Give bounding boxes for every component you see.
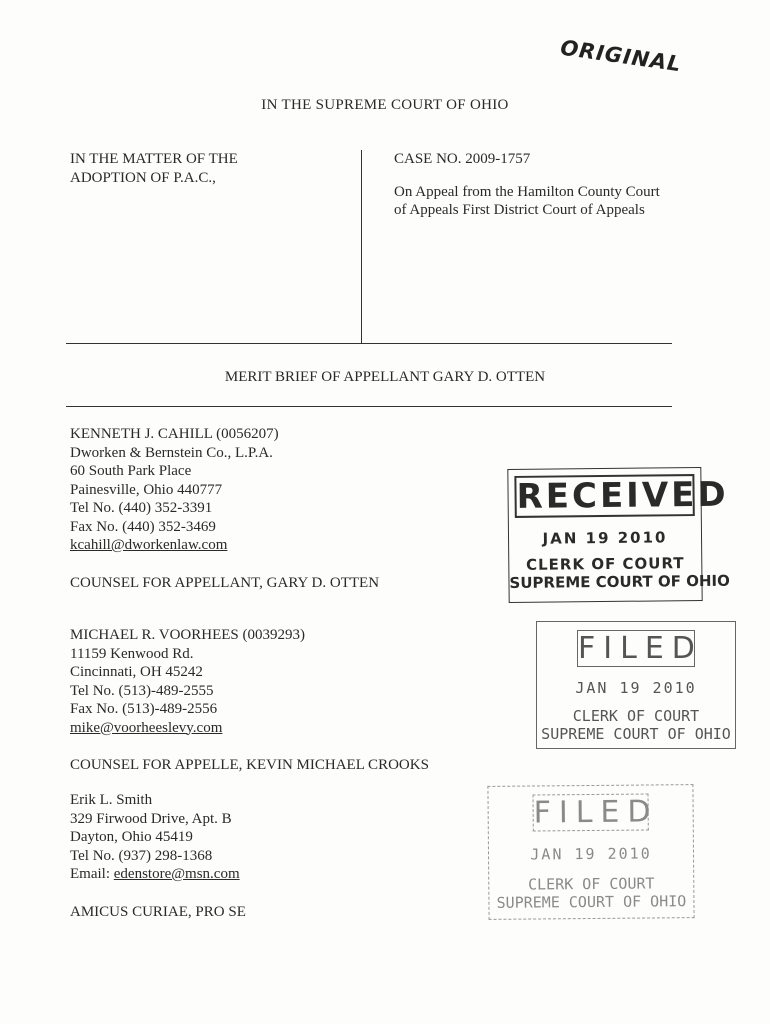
counsel-city: Cincinnati, OH 45242 — [70, 664, 203, 680]
counsel-role: COUNSEL FOR APPELLE, KEVIN MICHAEL CROOKS — [70, 757, 429, 773]
counsel-tel: Tel No. (440) 352-3391 — [70, 500, 213, 516]
amicus-street: 329 Firwood Drive, Apt. B — [70, 810, 232, 827]
counsel-street: 60 South Park Place — [70, 463, 192, 479]
stamp-clerk: CLERK OF COURT — [525, 554, 685, 574]
court-heading: IN THE SUPREME COURT OF OHIO — [261, 97, 509, 113]
case-number: CASE NO. 2009-1757 — [394, 151, 531, 167]
stamp-clerk: CLERK OF COURT — [527, 874, 655, 894]
case-caption-info — [394, 150, 660, 220]
counsel-fax: Fax No. (440) 352-3469 — [70, 518, 216, 535]
amicus-email-label: Email: — [70, 866, 110, 882]
counsel-tel: Tel No. (513)-489-2555 — [70, 682, 214, 699]
appellee-counsel-block — [70, 626, 429, 775]
amicus-tel: Tel No. (937) 298-1368 — [70, 847, 213, 864]
counsel-city: Painesville, Ohio 440777 — [70, 481, 223, 498]
counsel-name: KENNETH J. CAHILL (0056207) — [70, 426, 279, 442]
brief-title: MERIT BRIEF OF APPELLANT GARY D. OTTEN — [224, 369, 546, 385]
amicus-role: AMICUS CURIAE, PRO SE — [70, 903, 246, 920]
filed-stamp-faded — [487, 784, 694, 920]
amicus-block — [70, 791, 246, 921]
rule-bottom — [66, 406, 672, 407]
filed-stamp — [536, 621, 736, 749]
original-stamp: ORIGINAL — [558, 35, 684, 77]
stamp-title: FILED — [533, 794, 659, 831]
caption-divider — [361, 150, 362, 343]
counsel-role: COUNSEL FOR APPELLANT, GARY D. OTTEN — [70, 574, 380, 591]
case-caption-matter — [70, 150, 238, 187]
stamp-court: SUPREME COURT OF OHIO — [541, 725, 731, 743]
received-stamp — [507, 467, 730, 603]
appeal-line-1: On Appeal from the Hamilton County Court — [394, 183, 660, 200]
counsel-fax: Fax No. (513)-489-2556 — [70, 701, 218, 717]
stamp-date: JAN 19 2010 — [575, 679, 697, 697]
stamp-clerk: CLERK OF COURT — [572, 707, 700, 725]
counsel-street: 11159 Kenwood Rd. — [70, 645, 194, 662]
counsel-email-link[interactable]: mike@voorheeslevy.com — [70, 719, 223, 736]
stamp-date: JAN 19 2010 — [530, 844, 652, 864]
stamp-date: JAN 19 2010 — [542, 528, 668, 548]
stamp-title: FILED — [578, 631, 703, 666]
amicus-email-link[interactable]: edenstore@msn.com — [113, 866, 240, 882]
amicus-city: Dayton, Ohio 45419 — [70, 829, 193, 845]
stamp-court: SUPREME COURT OF OHIO — [496, 892, 687, 912]
counsel-firm: Dworken & Bernstein Co., L.P.A. — [70, 444, 273, 461]
rule-top — [66, 343, 672, 344]
appeal-line-2: of Appeals First District Court of Appeals — [394, 202, 645, 218]
appellant-counsel-block — [70, 425, 379, 592]
matter-line-2: ADOPTION OF P.A.C., — [70, 169, 216, 186]
stamp-court: SUPREME COURT OF OHIO — [509, 571, 730, 593]
matter-line-1: IN THE MATTER OF THE — [70, 151, 238, 167]
counsel-name: MICHAEL R. VOORHEES (0039293) — [70, 627, 305, 643]
amicus-name: Erik L. Smith — [70, 792, 153, 808]
counsel-email-link[interactable]: kcahill@dworkenlaw.com — [70, 537, 228, 553]
stamp-title: RECEIVED — [514, 474, 694, 518]
amicus-email-line — [70, 865, 246, 884]
